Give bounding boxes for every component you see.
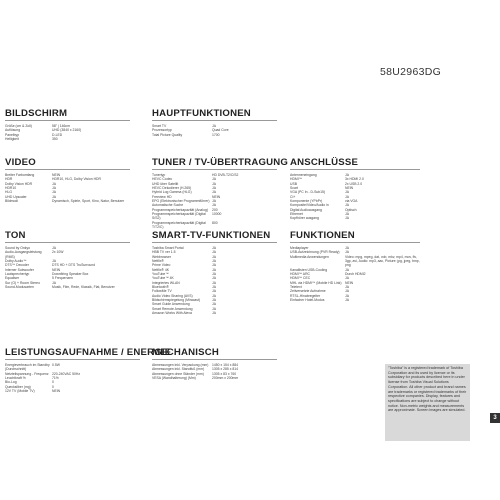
spec-value: JA bbox=[345, 250, 349, 255]
spec-key: VESA (Wandhalterung) (Mm) bbox=[152, 376, 196, 381]
spec-key: Prime Video bbox=[152, 263, 171, 268]
spec-value: 3x HDMI 2.0 bbox=[345, 177, 364, 182]
spec-value: NEIN bbox=[212, 194, 221, 199]
spec-key: EPG (Elektronischer Programmführer) bbox=[152, 199, 210, 204]
spec-value: 220-240VAC 50Hz bbox=[52, 371, 81, 376]
spec-key: Toshiba Smart Portal bbox=[152, 246, 184, 250]
spec-value: JA bbox=[52, 259, 56, 264]
spec-value: JA bbox=[212, 250, 216, 255]
spec-list bbox=[152, 363, 277, 380]
section-title: VIDEO bbox=[5, 157, 130, 170]
spec-row bbox=[290, 216, 420, 220]
section-video bbox=[5, 157, 130, 203]
spec-value: JA bbox=[52, 246, 56, 250]
spec-key: Ethernet bbox=[290, 212, 303, 217]
spec-key: VGA (PC In - D-Sub15) bbox=[290, 190, 326, 195]
spec-row bbox=[152, 221, 277, 230]
spec-key: Komposite/Video/Audio in bbox=[290, 203, 329, 208]
spec-key: Tunertyp bbox=[152, 173, 166, 177]
spec-key: Smart Guide Anwendung bbox=[152, 302, 190, 307]
spec-value: JA bbox=[212, 311, 216, 316]
spec-value: JA bbox=[345, 293, 349, 298]
spec-key: Antenneneingang bbox=[290, 173, 317, 177]
spec-key: USB bbox=[290, 181, 297, 186]
spec-key: Leuchtkraft % bbox=[5, 376, 26, 381]
spec-key: HEVC Dekodierer (H.265) bbox=[152, 186, 192, 191]
spec-key: Sound-Modusarten bbox=[5, 285, 34, 290]
spec-value: 800 bbox=[212, 220, 218, 225]
spec-key: Kopfhörer ausgang bbox=[290, 216, 319, 221]
section-hauptfunktionen bbox=[152, 108, 277, 137]
spec-value: JA bbox=[345, 298, 349, 303]
spec-key: HDMI™ bbox=[290, 177, 303, 182]
spec-key: UHD Upscaler bbox=[5, 194, 27, 199]
spec-key: Dolby Audio™ bbox=[5, 259, 27, 264]
spec-value: JA bbox=[212, 124, 216, 128]
spec-value: JA bbox=[212, 190, 216, 195]
spec-key: Helligkeit bbox=[5, 137, 19, 142]
spec-value: HDR10, HLG, Dolby Vision HDR bbox=[52, 177, 101, 182]
section-ton bbox=[5, 230, 130, 289]
spec-key: Netflix® bbox=[152, 259, 164, 264]
section-tuner bbox=[152, 157, 289, 230]
spec-value: JA bbox=[212, 298, 216, 303]
spec-value: JA bbox=[212, 276, 216, 281]
spec-key: Energieverbrauch im Standby (Durchschnitt) bbox=[5, 363, 50, 372]
spec-value: JA bbox=[212, 177, 216, 182]
spec-key: Programmspeicherkapazität (Digital S/S2) bbox=[152, 212, 206, 221]
section-mechanisch bbox=[152, 347, 277, 380]
spec-value: JA bbox=[212, 186, 216, 191]
spec-key: Panelbyp bbox=[5, 132, 20, 137]
section-anschluesse bbox=[290, 157, 420, 221]
spec-key: Interner Subwoofer bbox=[5, 267, 34, 272]
spec-key: Bluetooth® bbox=[152, 285, 169, 290]
spec-key: Größe (cm & Zoll) bbox=[5, 124, 32, 128]
spec-key: CI+ bbox=[290, 194, 296, 199]
spec-value: JA bbox=[212, 289, 216, 294]
spec-row bbox=[5, 199, 130, 203]
spec-list bbox=[152, 124, 277, 137]
spec-value: 1450 x 154 x 884 bbox=[212, 363, 239, 367]
section-title: MECHANISCH bbox=[152, 347, 277, 360]
spec-value: NEIN bbox=[345, 186, 354, 191]
spec-value: 1700 bbox=[212, 132, 220, 137]
section-title: BILDSCHIRM bbox=[5, 108, 130, 121]
spec-list bbox=[290, 246, 420, 302]
spec-value: NEIN bbox=[52, 267, 61, 272]
section-bildschirm bbox=[5, 108, 130, 141]
spec-value: JA bbox=[345, 203, 349, 208]
trademark-note: "Toshiba" is a registered trademark of Toshiba Corporation and its used by licence or its subsidiary for products described here in under license from Toshiba Visual Solutions Corporation. All other product and brand names are trademarks or registered trademarks of their respective companies. Display, features and specifications are subject to change without notice. Non-metric weights and measurements are approximate. Screen images are simulated. bbox=[385, 364, 470, 441]
spec-row bbox=[290, 255, 420, 268]
spec-value: JA bbox=[52, 186, 56, 191]
spec-key: Komponente (YPbPr) bbox=[290, 199, 323, 204]
spec-value: JA bbox=[212, 272, 216, 277]
spec-value: Video: mpg, mpeg, dat, vob, mkv, mp4, mov, flv, 3gp, avi, Audio: mp3, aac, Picture: jpg, jpeg, bmp, png bbox=[345, 254, 420, 268]
spec-value: Dynamisch, Spiele, Sport, Kino, Natur, Benutzer bbox=[52, 199, 125, 204]
spec-key: USB-Aufzeichnung (PVR Ready) bbox=[290, 250, 340, 255]
spec-key: Netzteilspannung - Frequenz bbox=[5, 371, 49, 376]
spec-key: Bildmodi bbox=[5, 199, 19, 204]
spec-key: Scart bbox=[290, 186, 298, 191]
spec-key: Sur (O) + Room Stereo bbox=[5, 280, 40, 285]
spec-key: Quecksilber (mg) bbox=[5, 384, 31, 389]
spec-key: Abmessungen inkl. Verpackung (mm) bbox=[152, 363, 209, 367]
spec-value: NEIN bbox=[52, 389, 61, 394]
spec-key: RTSL-Hinabregelter bbox=[290, 293, 321, 298]
spec-key: Smart Remote Anwendung bbox=[152, 306, 193, 311]
spec-value: 1305 x 83 x 760 bbox=[212, 371, 237, 376]
spec-key: Abmessungen ohne Ständer (mm) bbox=[152, 371, 204, 376]
spec-value: JA bbox=[212, 246, 216, 250]
spec-value: JA bbox=[212, 254, 216, 259]
spec-key: Amazon Works With Alexa bbox=[152, 311, 192, 316]
spec-value: JA bbox=[345, 212, 349, 217]
spec-key: Prozessortyp bbox=[152, 128, 172, 133]
spec-value: JA bbox=[345, 190, 349, 195]
spec-key: Einfacher Hotel-Modus bbox=[290, 298, 325, 303]
spec-key: Total Picture Quality bbox=[152, 132, 183, 137]
spec-value: 58" | 146cm bbox=[52, 124, 70, 128]
spec-row bbox=[5, 389, 140, 393]
spec-key: Auflösung bbox=[5, 128, 21, 133]
spec-key: Multimedia Anwendungen bbox=[290, 254, 329, 259]
spec-key: HEVC Codec bbox=[152, 177, 173, 182]
spec-value: 200mm x 200mm bbox=[212, 376, 239, 381]
spec-value: Durch HDMI2 bbox=[345, 272, 366, 277]
spec-value: JA bbox=[212, 267, 216, 272]
page-number: 3 bbox=[490, 413, 500, 423]
spec-key: Bildschirmspiegelung (Miracast) bbox=[152, 298, 201, 303]
spec-key: Dolby Vision HDR bbox=[5, 181, 33, 186]
spec-value: JA bbox=[212, 302, 216, 307]
spec-key: Lautsprechertyp bbox=[5, 272, 30, 277]
spec-key: YouTube™ bbox=[152, 272, 169, 277]
spec-key: Teletext bbox=[290, 285, 302, 290]
spec-key: HBB TV ver 1.5 bbox=[152, 250, 176, 255]
spec-key: Mediaplayer bbox=[290, 246, 309, 250]
spec-key: Webbrowser bbox=[152, 254, 171, 259]
spec-row bbox=[152, 133, 277, 137]
spec-key: Hybrid Log Gamma (HLG) bbox=[152, 190, 192, 195]
spec-key: MHL via HDMI™ (Mobile HD Link) bbox=[290, 280, 342, 285]
spec-row bbox=[5, 137, 130, 141]
spec-key: Integriertes WLAN bbox=[152, 280, 180, 285]
spec-key: UHD über Satellit bbox=[152, 181, 179, 186]
spec-value: JA bbox=[212, 259, 216, 264]
spec-key: Automatische Suche bbox=[152, 203, 184, 208]
spec-value: 5 Frequenzen bbox=[52, 276, 73, 281]
spec-key: Audio Video Sharing (AVS) bbox=[152, 293, 193, 298]
spec-value: JA bbox=[345, 173, 349, 177]
spec-value: JA bbox=[345, 267, 349, 272]
spec-value: JA bbox=[345, 246, 349, 250]
spec-value: JA bbox=[212, 280, 216, 285]
spec-key: Bio-Log bbox=[5, 380, 17, 385]
spec-list bbox=[290, 173, 420, 221]
spec-value: JA bbox=[212, 285, 216, 290]
spec-key: Netflix® 4K bbox=[152, 267, 170, 272]
section-funktionen bbox=[290, 230, 420, 302]
spec-key: FollowMe TV bbox=[152, 289, 172, 294]
spec-row bbox=[5, 250, 130, 259]
spec-key: Breiter Farbumfang bbox=[5, 173, 35, 177]
section-title: SMART-TV-FUNKTIONEN bbox=[152, 230, 277, 243]
spec-value: JA bbox=[345, 216, 349, 221]
spec-list bbox=[5, 363, 140, 393]
spec-key: Freeview HD bbox=[152, 194, 172, 199]
spec-value: 350 bbox=[52, 137, 58, 142]
spec-value: Quad Core bbox=[212, 128, 229, 133]
spec-row bbox=[152, 311, 277, 315]
spec-row bbox=[152, 212, 277, 221]
spec-value: 2x USB 2.0 bbox=[345, 181, 363, 186]
spec-value: 200 bbox=[212, 207, 218, 212]
spec-key: Programmspeicherkapazität (Analog) bbox=[152, 207, 208, 212]
spec-key: Audio-Ausgangsleistung (RMS) bbox=[5, 250, 42, 259]
spec-value: Downfiring Speaker Box bbox=[52, 272, 89, 277]
spec-key: HDMI™ ARC bbox=[290, 272, 310, 277]
spec-value: 0.5W bbox=[52, 363, 60, 367]
spec-value: NEIN bbox=[345, 280, 354, 285]
spec-value: Optisch bbox=[345, 207, 357, 212]
spec-key: Abmessungen inkl. Standfuß (mm) bbox=[152, 367, 205, 372]
model-number: 58U2963DG bbox=[380, 66, 442, 78]
spec-value: 2x 10W bbox=[52, 250, 64, 255]
spec-value: JA bbox=[212, 199, 216, 204]
spec-value: 1305 x 285 x 814 bbox=[212, 367, 239, 372]
spec-value: via VGA bbox=[345, 199, 358, 204]
spec-value: JA bbox=[212, 263, 216, 268]
spec-value: JA bbox=[345, 285, 349, 290]
spec-key: Digital Audioausgang bbox=[290, 207, 322, 212]
spec-key: HDR bbox=[5, 177, 13, 182]
spec-value: JA bbox=[52, 181, 56, 186]
spec-value: JA bbox=[345, 276, 349, 281]
section-title: FUNKTIONEN bbox=[290, 230, 420, 243]
spec-key: Smart TV bbox=[152, 124, 167, 128]
spec-row bbox=[152, 376, 277, 380]
spec-value: JA bbox=[52, 280, 56, 285]
spec-value: JA bbox=[212, 181, 216, 186]
spec-key: HDMI™ CEC bbox=[290, 276, 311, 281]
section-title: ANSCHLÜSSE bbox=[290, 157, 420, 170]
spec-value: D-LED bbox=[52, 132, 63, 137]
spec-key: YouTube™ 4K bbox=[152, 276, 174, 281]
spec-value: NEIN bbox=[52, 173, 61, 177]
spec-list bbox=[152, 246, 277, 316]
spec-key: Equaliser bbox=[5, 276, 20, 281]
section-title: TON bbox=[5, 230, 130, 243]
section-title: LEISTUNGSAUFNAHME / ENERGIE bbox=[5, 347, 172, 358]
spec-list bbox=[5, 173, 130, 203]
spec-row bbox=[290, 298, 420, 302]
section-title: HAUPTFUNKTIONEN bbox=[152, 108, 277, 121]
spec-list bbox=[152, 173, 277, 229]
spec-value: 0 bbox=[52, 380, 54, 385]
spec-key: HLG bbox=[5, 190, 12, 195]
section-leistung bbox=[5, 347, 172, 394]
spec-value: JA bbox=[345, 289, 349, 294]
spec-row bbox=[5, 285, 130, 289]
spec-row bbox=[5, 363, 140, 372]
spec-key: Programmspeicherkapazität (Digital T/T2/C) bbox=[152, 220, 206, 230]
spec-value: 10000 bbox=[212, 212, 222, 217]
spec-key: Kanallisten USB-Cooling bbox=[290, 267, 328, 272]
spec-key: Zeitversetzte Aufnahme bbox=[290, 289, 326, 294]
spec-key: DTS™ Decoder bbox=[5, 263, 29, 268]
spec-key: 12V TV (Mobile TV) bbox=[5, 389, 35, 394]
section-smart bbox=[152, 230, 277, 316]
spec-value: JA bbox=[52, 194, 56, 199]
spec-value: JA bbox=[52, 190, 56, 195]
spec-value: JA bbox=[345, 194, 349, 199]
spec-list bbox=[5, 124, 130, 141]
spec-value: JA bbox=[212, 306, 216, 311]
spec-value: JA bbox=[212, 293, 216, 298]
spec-value: DTS HD + DTS TruSurround bbox=[52, 263, 96, 268]
spec-value: UHD (3840 x 2160) bbox=[52, 128, 82, 133]
spec-key: Sound by Onkyo bbox=[5, 246, 31, 250]
spec-list bbox=[5, 246, 130, 289]
spec-value: JA bbox=[212, 203, 216, 208]
spec-value: Musik, Film, Rede, Klassik, Flat, Benutzer bbox=[52, 285, 115, 290]
spec-value: HD DVB-T2/C/S2 bbox=[212, 173, 239, 177]
spec-key: HDR10 bbox=[5, 186, 17, 191]
spec-value: 71% bbox=[52, 376, 59, 381]
spec-value: 0 bbox=[52, 384, 54, 389]
section-title: TUNER / TV-ÜBERTRAGUNG bbox=[152, 157, 289, 168]
